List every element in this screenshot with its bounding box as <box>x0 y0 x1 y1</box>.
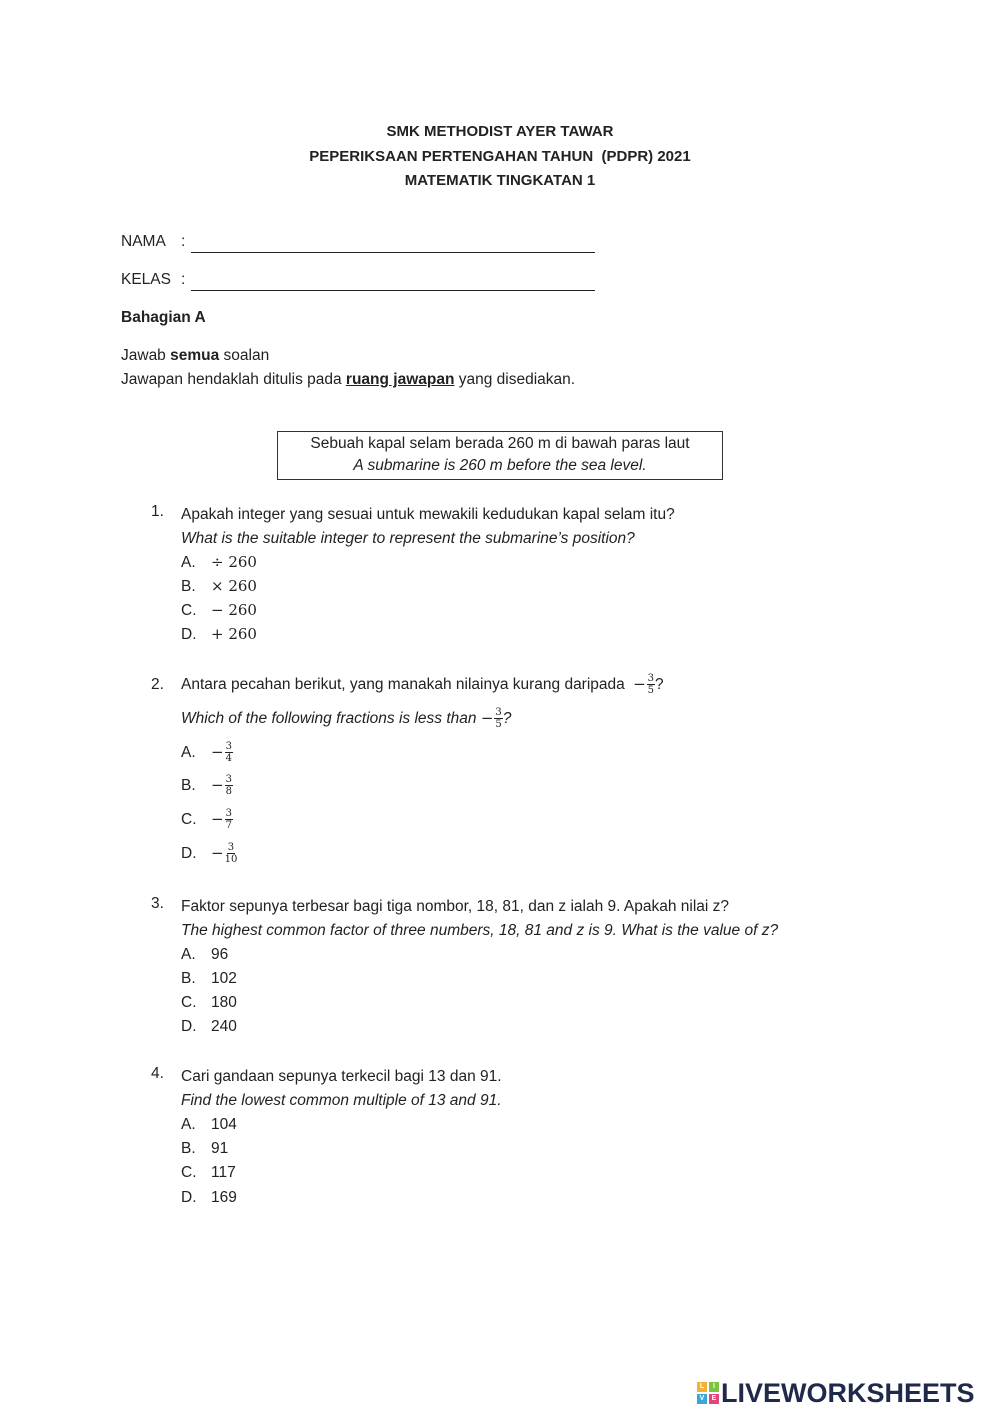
fraction-denominator: 5 <box>647 685 655 697</box>
fraction-denominator: 7 <box>225 820 232 832</box>
option-value: × 260 <box>211 577 257 595</box>
question-4-text <box>181 1065 502 1113</box>
option-fraction <box>225 808 233 831</box>
question-4-option-d[interactable] <box>181 1186 237 1210</box>
logo-tile: E <box>709 1394 719 1404</box>
option-value: 102 <box>211 970 237 987</box>
instruction-1-bold: semua <box>170 347 220 364</box>
instruction-2 <box>121 368 575 392</box>
question-2-ms-qmark: ? <box>655 676 664 693</box>
question-1-en: What is the suitable integer to represent the submarine’s position? <box>181 530 635 547</box>
exam-header <box>0 120 1000 194</box>
kelas-label: KELAS <box>121 271 171 288</box>
fraction-denominator: 8 <box>225 786 232 798</box>
option-value: − 260 <box>211 601 257 619</box>
option-letter: B. <box>181 1140 196 1157</box>
watermark-text: LIVEWORKSHEETS <box>721 1377 975 1408</box>
fraction-numerator: 3 <box>225 808 232 820</box>
fraction-denominator: 4 <box>225 753 232 765</box>
question-1-option-c[interactable] <box>181 598 257 622</box>
option-value: 117 <box>211 1164 236 1181</box>
fraction-numerator: 3 <box>225 741 232 753</box>
option-value: 240 <box>211 1018 237 1035</box>
section-title: Bahagian A <box>121 309 206 326</box>
option-letter: B. <box>181 578 196 595</box>
option-sign: − <box>211 810 224 828</box>
question-4-option-b[interactable] <box>181 1137 228 1161</box>
liveworksheets-watermark <box>697 1376 975 1410</box>
option-letter: A. <box>181 946 196 963</box>
fraction-denominator: 5 <box>495 719 502 731</box>
option-value: ÷ 260 <box>211 553 257 571</box>
question-2-option-a[interactable] <box>181 740 233 764</box>
question-3-en: The highest common factor of three numbers, 18, 81 and z is 9. What is the value of z? <box>181 922 779 939</box>
option-sign: − <box>211 743 224 761</box>
fraction-numerator: 3 <box>495 707 502 719</box>
question-2-ms-line <box>181 672 664 697</box>
option-fraction <box>225 741 233 764</box>
instruction-2-pre: Jawapan hendaklah ditulis pada <box>121 371 346 388</box>
question-3-option-d[interactable] <box>181 1015 237 1039</box>
option-sign: − <box>211 776 224 794</box>
nama-input-line[interactable] <box>191 252 595 253</box>
fraction-numerator: 3 <box>647 673 655 685</box>
option-letter: A. <box>181 744 196 761</box>
question-2-en-qmark: ? <box>502 710 512 727</box>
logo-tile: I <box>709 1382 719 1392</box>
instruction-2-post: yang disediakan. <box>454 371 576 388</box>
subject-title: MATEMATIK TINGKATAN 1 <box>404 172 596 189</box>
instruction-1 <box>121 344 269 368</box>
kelas-colon: : <box>181 271 186 288</box>
question-4-ms: Cari gandaan sepunya terkecil bagi 13 dan 91. <box>181 1068 502 1085</box>
liveworksheets-logo-icon <box>697 1382 719 1404</box>
question-2-ms-sign: − <box>633 675 646 693</box>
option-value: 91 <box>211 1140 229 1157</box>
question-4-en: Find the lowest common multiple of 13 and 91. <box>181 1092 502 1109</box>
question-1-option-d[interactable] <box>181 622 257 646</box>
instruction-1-pre: Jawab <box>121 347 171 364</box>
option-fraction <box>225 842 238 865</box>
question-2-en: Which of the following fractions is less than <box>181 710 477 727</box>
option-letter: C. <box>181 602 197 619</box>
question-3-number: 3. <box>151 895 164 912</box>
option-letter: D. <box>181 1189 197 1206</box>
question-2-number: 2. <box>151 676 164 693</box>
option-letter: B. <box>181 777 196 794</box>
question-3-option-b[interactable] <box>181 967 237 991</box>
question-3-ms: Faktor sepunya terbesar bagi tiga nombor, 18, 81, dan z ialah 9. Apakah nilai z? <box>181 898 730 915</box>
kelas-input-line[interactable] <box>191 290 595 291</box>
option-sign: − <box>211 844 224 862</box>
nama-colon: : <box>181 233 186 250</box>
question-1-text <box>181 503 675 551</box>
question-4-option-c[interactable] <box>181 1161 236 1185</box>
option-letter: A. <box>181 554 196 571</box>
question-1-ms: Apakah integer yang sesuai untuk mewakili kedudukan kapal selam itu? <box>181 506 675 523</box>
question-4-number: 4. <box>151 1065 164 1082</box>
instruction-1-post: soalan <box>219 347 270 364</box>
option-value: 180 <box>211 994 237 1011</box>
question-2-en-line <box>181 706 511 731</box>
option-letter: B. <box>181 970 196 987</box>
fraction-denominator: 10 <box>224 854 238 866</box>
question-2-option-b[interactable] <box>181 773 233 797</box>
question-1-option-a[interactable] <box>181 550 257 574</box>
instruction-2-bold: ruang jawapan <box>345 371 455 388</box>
option-letter: D. <box>181 626 197 643</box>
option-fraction <box>225 774 233 797</box>
context-en: A submarine is 260 m before the sea level. <box>353 457 647 474</box>
logo-tile: V <box>697 1394 707 1404</box>
option-letter: D. <box>181 845 197 862</box>
question-3-option-a[interactable] <box>181 943 228 967</box>
option-letter: C. <box>181 994 197 1011</box>
question-2-ms-fraction <box>647 673 655 696</box>
question-1-option-b[interactable] <box>181 574 257 598</box>
question-2-en-sign: − <box>480 709 494 727</box>
option-letter: D. <box>181 1018 197 1035</box>
logo-tile: L <box>697 1382 707 1392</box>
option-letter: A. <box>181 1116 196 1133</box>
option-value: 169 <box>211 1189 237 1206</box>
school-name: SMK METHODIST AYER TAWAR <box>386 123 614 140</box>
fraction-numerator: 3 <box>225 774 232 786</box>
question-2-option-c[interactable] <box>181 807 233 831</box>
question-2-en-fraction <box>494 707 502 730</box>
context-ms: Sebuah kapal selam berada 260 m di bawah paras laut <box>310 435 690 452</box>
option-letter: C. <box>181 1164 197 1181</box>
fraction-numerator: 3 <box>227 842 235 854</box>
question-2-ms: Antara pecahan berikut, yang manakah nilainya kurang daripada <box>181 676 625 693</box>
option-value: 96 <box>211 946 229 963</box>
option-value: + 260 <box>211 625 257 643</box>
exam-title: PEPERIKSAAN PERTENGAHAN TAHUN (PDPR) 2021 <box>309 147 691 165</box>
nama-label: NAMA <box>121 233 166 250</box>
option-letter: C. <box>181 811 197 828</box>
question-2-option-d[interactable] <box>181 841 237 865</box>
question-1-number: 1. <box>151 503 164 520</box>
question-4-option-a[interactable] <box>181 1113 237 1137</box>
question-3-text <box>181 895 778 943</box>
question-3-option-c[interactable] <box>181 991 237 1015</box>
option-value: 104 <box>211 1116 237 1133</box>
context-box <box>277 431 723 480</box>
